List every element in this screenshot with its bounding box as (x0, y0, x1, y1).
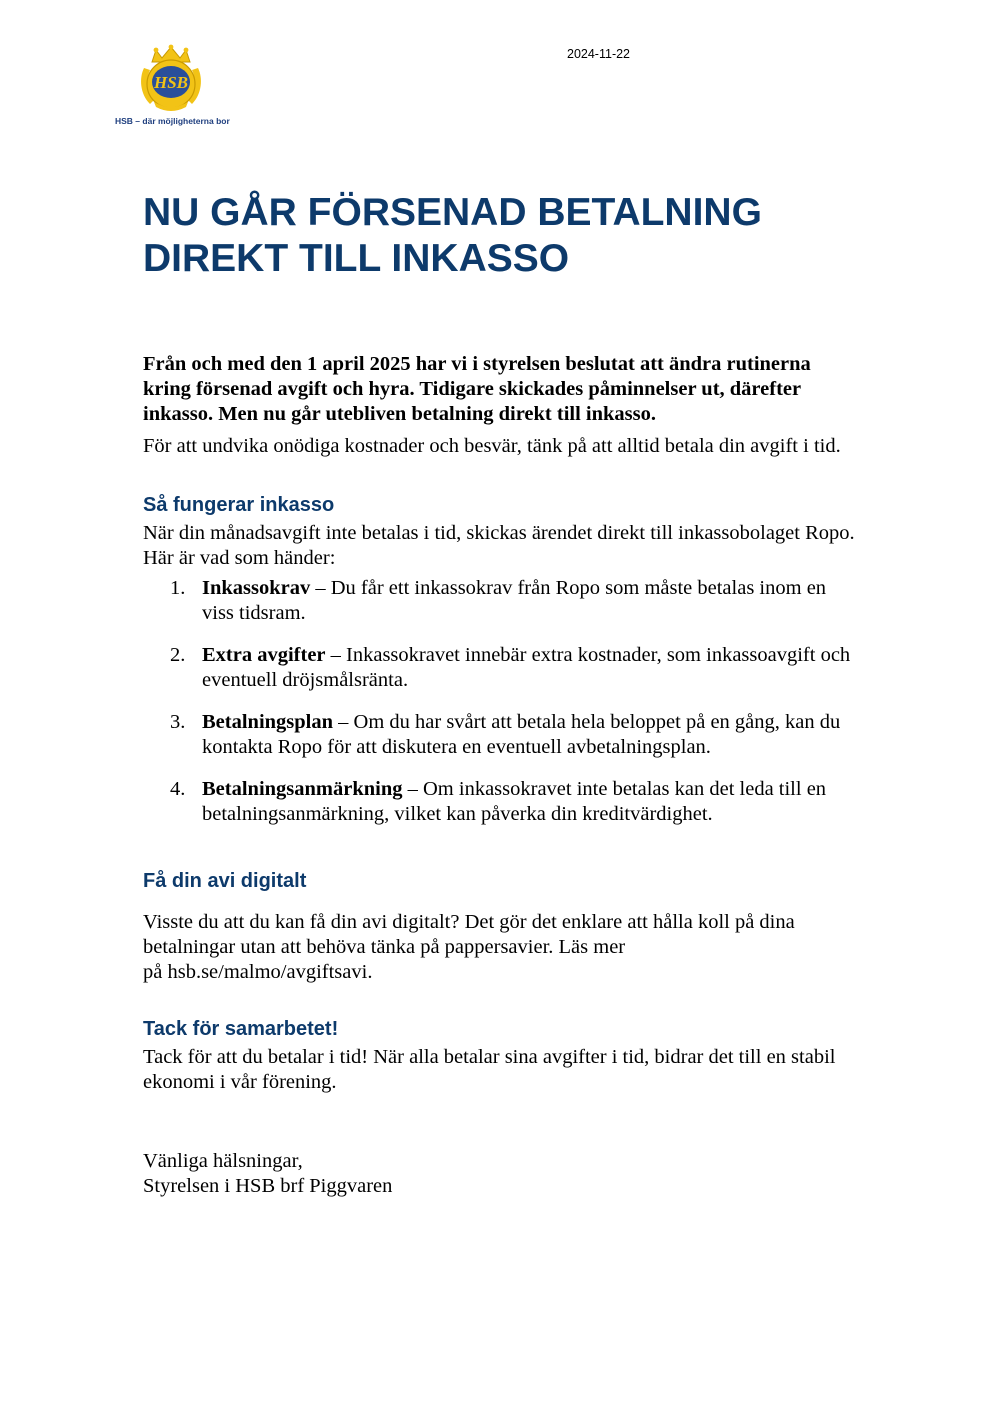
list-term: Betalningsanmärkning (202, 778, 403, 800)
list-description: – Om inkassokravet inte betalas kan det leda till en betalningsanmärkning, vilket kan påverka din kreditvärdighet. (202, 778, 827, 825)
list-item (143, 710, 863, 760)
list-number: 3. (170, 711, 186, 733)
title-line-2: DIREKT TILL INKASSO (143, 237, 570, 280)
page-title (143, 190, 863, 282)
thanks-paragraph: Tack för att du betalar i tid! När alla betalar sina avgifter i tid, bidrar det till en stabil ekonomi i vår förening. (143, 1046, 836, 1093)
closing-greeting: Vänliga hälsningar, (143, 1150, 303, 1172)
list-description: – Du får ett inkassokrav från Ropo som måste betalas inom en viss tidsram. (202, 577, 827, 624)
letter-content (143, 190, 863, 1199)
intro-paragraph: För att undvika onödiga kostnader och besvär, tänk på att alltid betala din avgift i tid. (143, 435, 841, 457)
list-term: Inkassokrav (202, 577, 311, 599)
heading-how-inkasso-works: Så fungerar inkasso (143, 494, 335, 516)
digital-invoice-paragraph (143, 910, 863, 985)
list-number: 1. (170, 577, 186, 599)
document-date: 2024-11-22 (567, 47, 631, 61)
title-line-1: NU GÅR FÖRSENAD BETALNING (143, 191, 762, 234)
list-number: 2. (170, 644, 186, 666)
logo-tagline: HSB – där möjligheterna bor (115, 116, 230, 126)
list-term: Extra avgifter (202, 644, 326, 666)
list-term: Betalningsplan (202, 711, 334, 733)
digital-invoice-link-text: på hsb.se/malmo/avgiftsavi. (143, 961, 373, 983)
hsb-emblem-icon (138, 44, 204, 114)
list-item (143, 576, 863, 626)
list-item (143, 777, 863, 827)
heading-digital-invoice: Få din avi digitalt (143, 870, 307, 892)
digital-invoice-text: Visste du att du kan få din avi digitalt? Det gör det enklare att hålla koll på dina betalningar utan att behöva tänka på pappersavier. Läs mer (143, 911, 795, 958)
heading-thanks: Tack för samarbetet! (143, 1018, 339, 1040)
list-description: – Inkassokravet innebär extra kostnader, som inkassoavgift och eventuell dröjsmålsränta. (202, 644, 851, 691)
list-number: 4. (170, 778, 186, 800)
svg-text:HSB: HSB (153, 73, 189, 92)
lead-paragraph: Från och med den 1 april 2025 har vi i styrelsen beslutat att ändra rutinerna kring försenad avgift och hyra. Tidigare skickades påminnelser ut, därefter inkasso. Men nu går utebliven betalning direkt till inkasso. (143, 353, 811, 425)
inkasso-steps-list (143, 576, 863, 827)
list-description: – Om du har svårt att betala hela beloppet på en gång, kan du kontakta Ropo för att diskutera en eventuell avbetalningsplan. (202, 711, 841, 758)
list-item (143, 643, 863, 693)
inkasso-intro-paragraph: När din månadsavgift inte betalas i tid, skickas ärendet direkt till inkassobolaget Ropo. Här är vad som händer: (143, 522, 855, 569)
hsb-logo (112, 44, 232, 130)
signature: Styrelsen i HSB brf Piggvaren (143, 1175, 393, 1197)
closing-signature (143, 1149, 863, 1199)
